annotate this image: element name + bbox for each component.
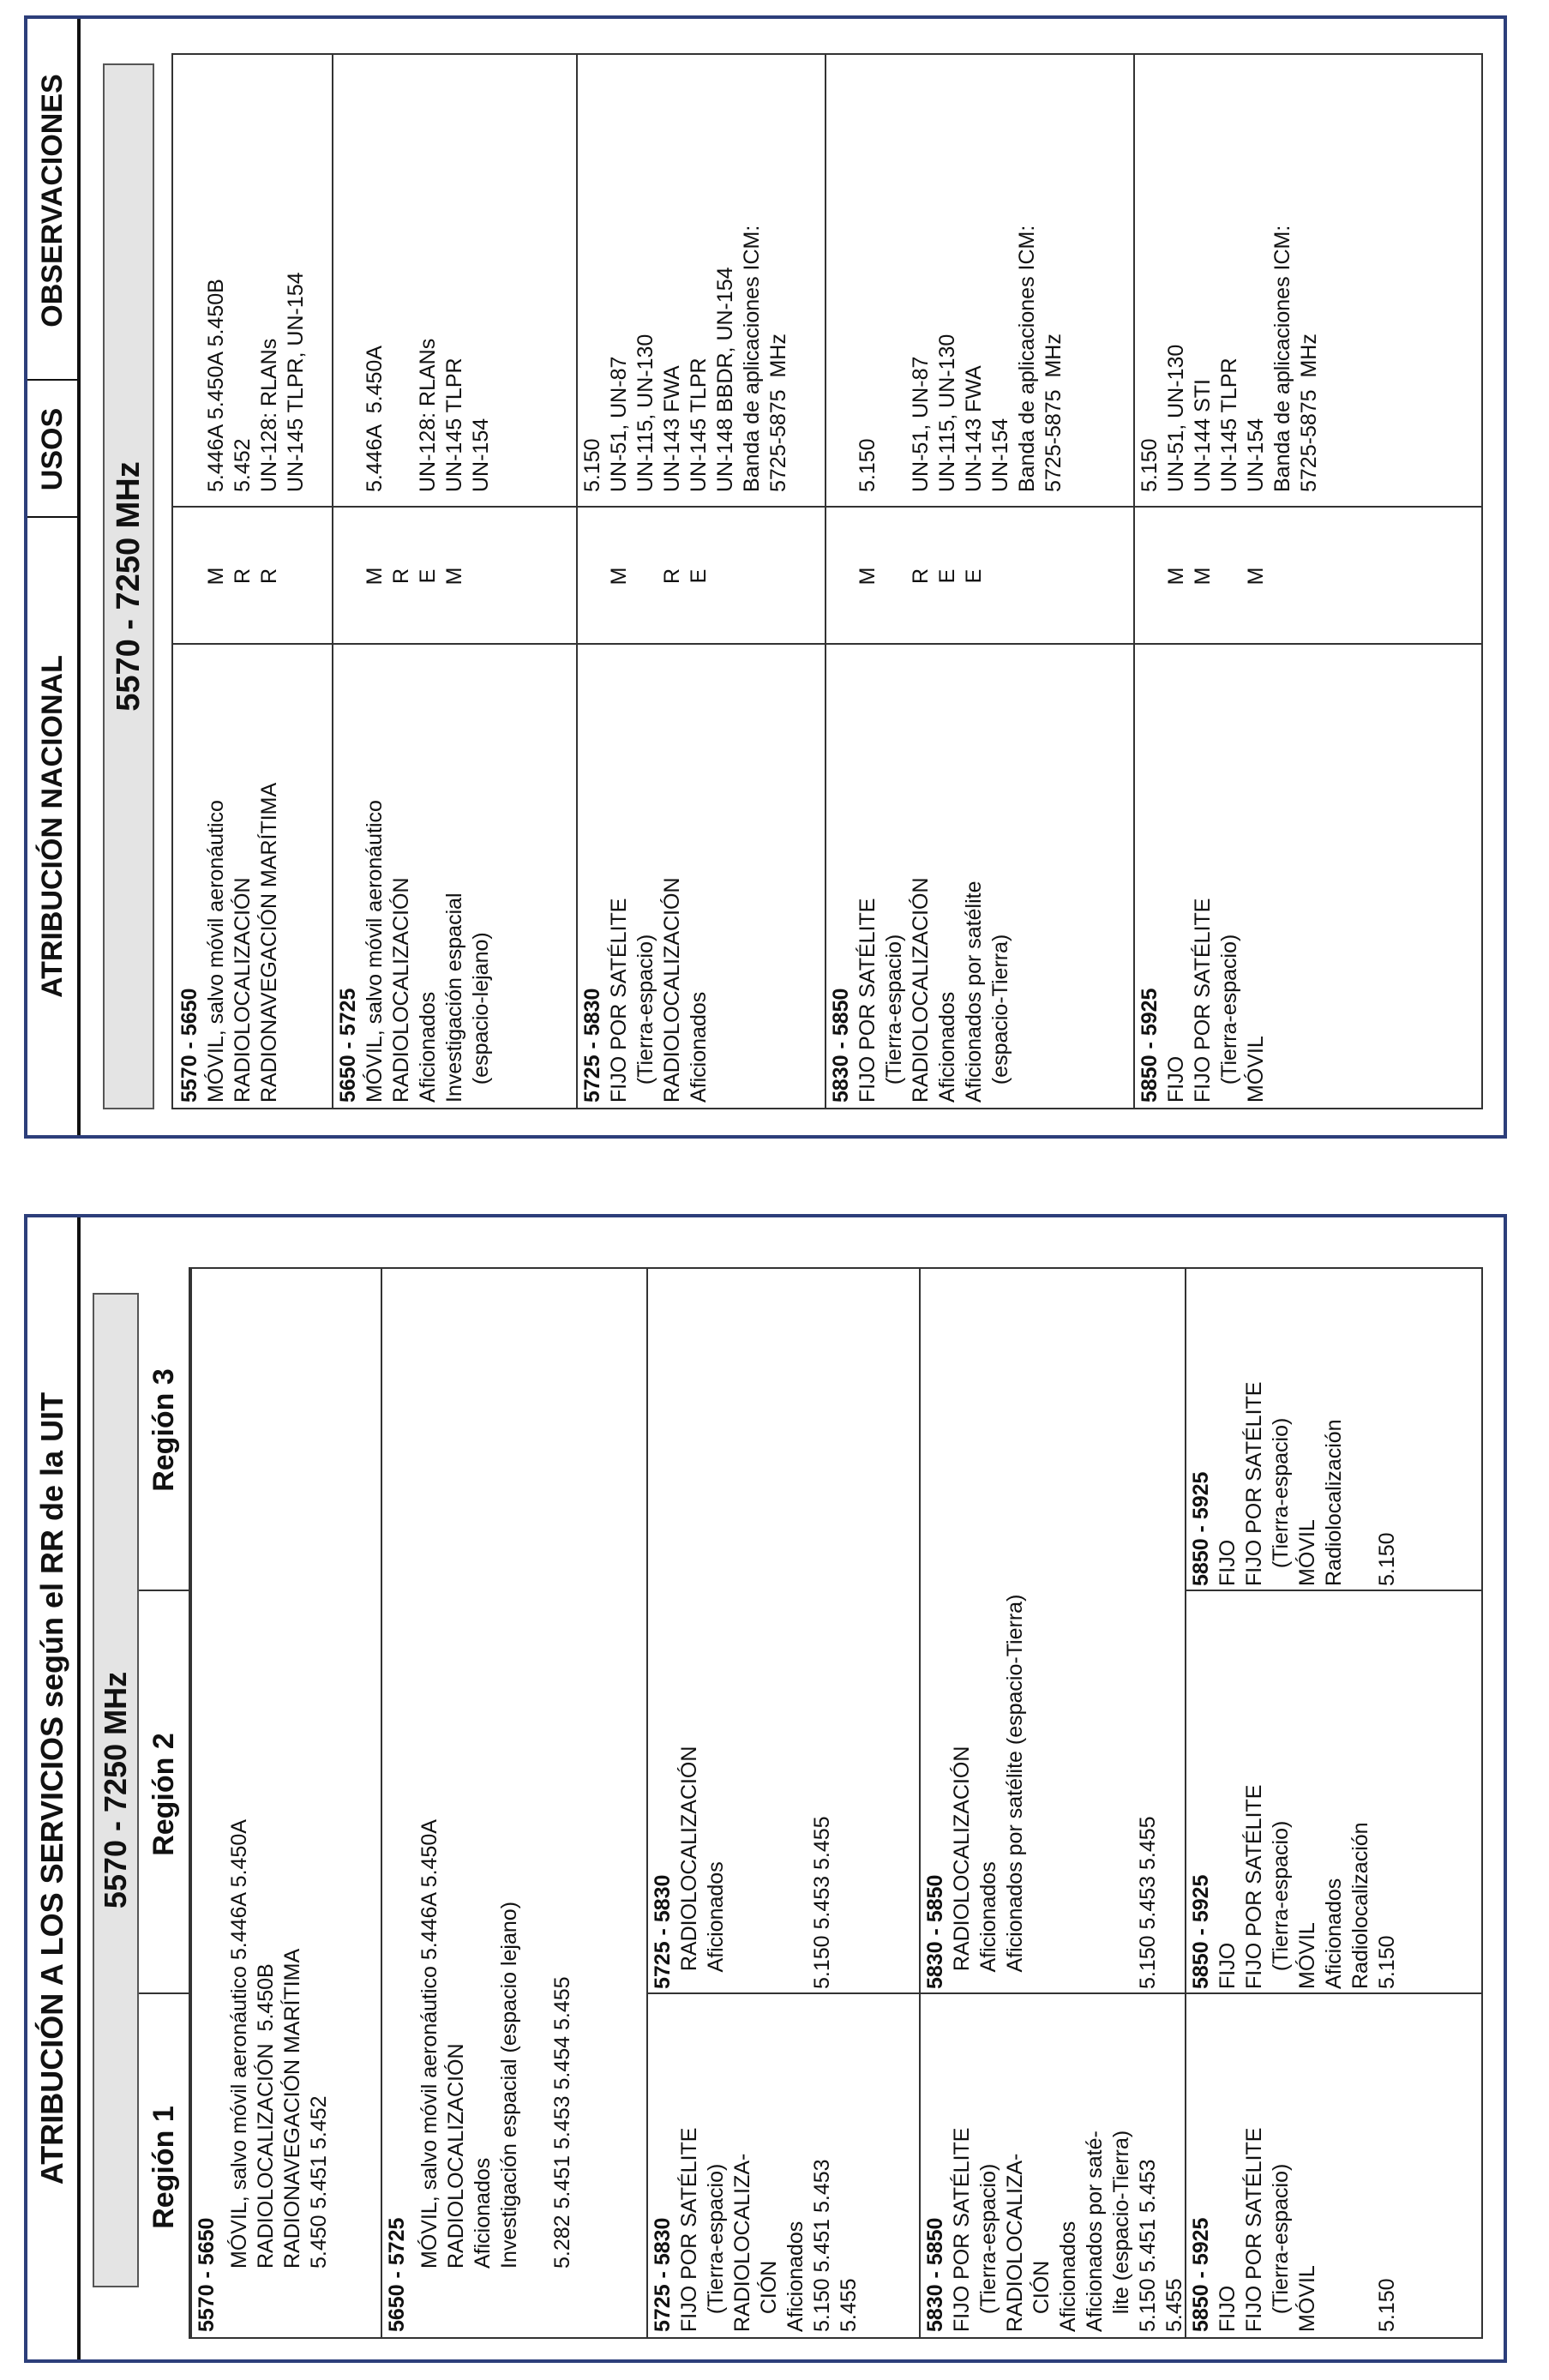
nat-row4-band: 5830 - 5850: [829, 988, 853, 1103]
nat-row1-obs: 5.446A 5.450A 5.450B 5.452 UN-128: RLANs UN-145 TLPR, UN-154: [204, 272, 308, 492]
row5-r3-text: FIJO FIJO POR SATÉLITE (Tierra-espacio) MÓVIL Radiolocalización 5.150: [1216, 1381, 1399, 1586]
row3-r23-band: 5725 - 5830: [651, 1874, 675, 1989]
row5-r2-text: FIJO FIJO POR SATÉLITE (Tierra-espacio) MÓVIL Aficionados Radiolocalización 5.150: [1216, 1784, 1399, 1989]
nat-row4-obs: 5.150 UN-51, UN-87 UN-115, UN-130 UN-143 FWA UN-154 Banda de aplicaciones ICM: 5725-5875 MHz: [856, 225, 1066, 492]
nat-row3-obs: 5.150 UN-51, UN-87 UN-115, UN-130 UN-143 FWA UN-145 TLPR UN-148 BBDR, UN-154 Banda de aplicaciones ICM: 5725-5875 MHz: [580, 225, 790, 492]
nat-row1-text: MÓVIL, salvo móvil aeronáutico RADIOLOCALIZACIÓN RADIONAVEGACIÓN MARÍTIMA: [204, 782, 281, 1103]
row3-r1-band: 5725 - 5830: [651, 2217, 675, 2332]
row1-merged-text: MÓVIL, salvo móvil aeronáutico 5.446A 5.450A RADIOLOCALIZACIÓN 5.450B RADIONAVEGACIÓN MARÍTIMA 5.450 5.451 5.452: [227, 1819, 331, 2269]
header-divider: [77, 19, 81, 1135]
header-atribucion-nacional: ATRIBUCIÓN NACIONAL: [36, 655, 69, 998]
national-band-title: 5570 - 7250 MHz: [103, 63, 154, 1109]
row5-r1-text: FIJO FIJO POR SATÉLITE (Tierra-espacio) MÓVIL 5.150: [1216, 2127, 1399, 2332]
nat-row1-band: 5570 - 5650: [177, 988, 201, 1103]
national-allocation-panel: [24, 15, 1507, 1139]
row1-band: 5570 - 5650: [195, 2217, 219, 2332]
row5-r1-band: 5850 - 5925: [1189, 2217, 1213, 2332]
nat-row5-usos: M M M: [1164, 567, 1268, 586]
nat-row3-usos: M R E: [607, 567, 711, 586]
header-region-1: Región 1: [147, 2106, 180, 2229]
national-table: [171, 53, 1483, 1109]
row5-r3-band: 5850 - 5925: [1189, 1471, 1213, 1586]
header-region-3: Región 3: [147, 1368, 180, 1492]
itu-panel-title: ATRIBUCIÓN A LOS SERVICIOS según el RR de la UIT: [34, 1391, 69, 2185]
header-region-2: Región 2: [147, 1733, 180, 1856]
title-divider: [77, 1217, 81, 2359]
row5-r2-band: 5850 - 5925: [1189, 1874, 1213, 1989]
row4-r23-text: RADIOLOCALIZACIÓN Aficionados Aficionados por satélite (espacio-Tierra) 5.150 5.453 5.455: [950, 1594, 1160, 1989]
nat-row4-text: FIJO POR SATÉLITE (Tierra-espacio) RADIOLOCALIZACIÓN Aficionados Aficionados por satélite (espacio-Tierra): [856, 877, 1012, 1103]
row3-r1-text: FIJO POR SATÉLITE (Tierra-espacio) RADIOLOCALIZA- CIÓN Aficionados 5.150 5.451 5.453 5.455: [677, 2127, 861, 2332]
itu-table: [189, 1267, 1483, 2339]
row4-r1-text: FIJO POR SATÉLITE (Tierra-espacio) RADIOLOCALIZA- CIÓN Aficionados Aficionados por saté- lite (espacio-Tierra) 5.150 5.451 5.453 5.455: [950, 2127, 1186, 2332]
nat-row5-text: FIJO FIJO POR SATÉLITE (Tierra-espacio) MÓVIL: [1164, 898, 1268, 1103]
nat-row2-text: MÓVIL, salvo móvil aeronáutico RADIOLOCALIZACIÓN Aficionados Investigación espacial (espacio-lejano): [363, 800, 493, 1103]
header-observaciones: OBSERVACIONES: [36, 74, 69, 328]
row3-r23-text: RADIOLOCALIZACIÓN Aficionados 5.150 5.453 5.455: [677, 1746, 834, 1989]
row2-merged-text: MÓVIL, salvo móvil aeronáutico 5.446A 5.450A RADIOLOCALIZACIÓN Aficionados Investigación espacial (espacio lejano) 5.282 5.451 5.453 5.454 5.455: [417, 1819, 574, 2269]
nat-row3-text: FIJO POR SATÉLITE (Tierra-espacio) RADIOLOCALIZACIÓN Aficionados: [607, 877, 711, 1103]
nat-row2-band: 5650 - 5725: [336, 988, 360, 1103]
nat-row3-band: 5725 - 5830: [580, 988, 604, 1103]
nat-row1-usos: M R R: [204, 567, 281, 586]
row4-r23-band: 5830 - 5850: [923, 1874, 947, 1989]
nat-row5-band: 5850 - 5925: [1138, 988, 1162, 1103]
itu-band-title: 5570 - 7250 MHz: [93, 1293, 139, 2287]
row2-band: 5650 - 5725: [385, 2217, 409, 2332]
row4-r1-band: 5830 - 5850: [923, 2217, 947, 2332]
nat-row4-usos: M R E E: [856, 567, 986, 586]
nat-row2-usos: M R E M: [363, 567, 466, 586]
header-usos: USOS: [36, 407, 69, 491]
nat-row5-obs: 5.150 UN-51, UN-130 UN-144 STI UN-145 TLPR UN-154 Banda de aplicaciones ICM: 5725-5875 MHz: [1138, 225, 1321, 492]
nat-row2-obs: 5.446A 5.450A UN-128: RLANs UN-145 TLPR UN-154: [363, 338, 493, 492]
itu-allocation-panel: [24, 1214, 1507, 2363]
